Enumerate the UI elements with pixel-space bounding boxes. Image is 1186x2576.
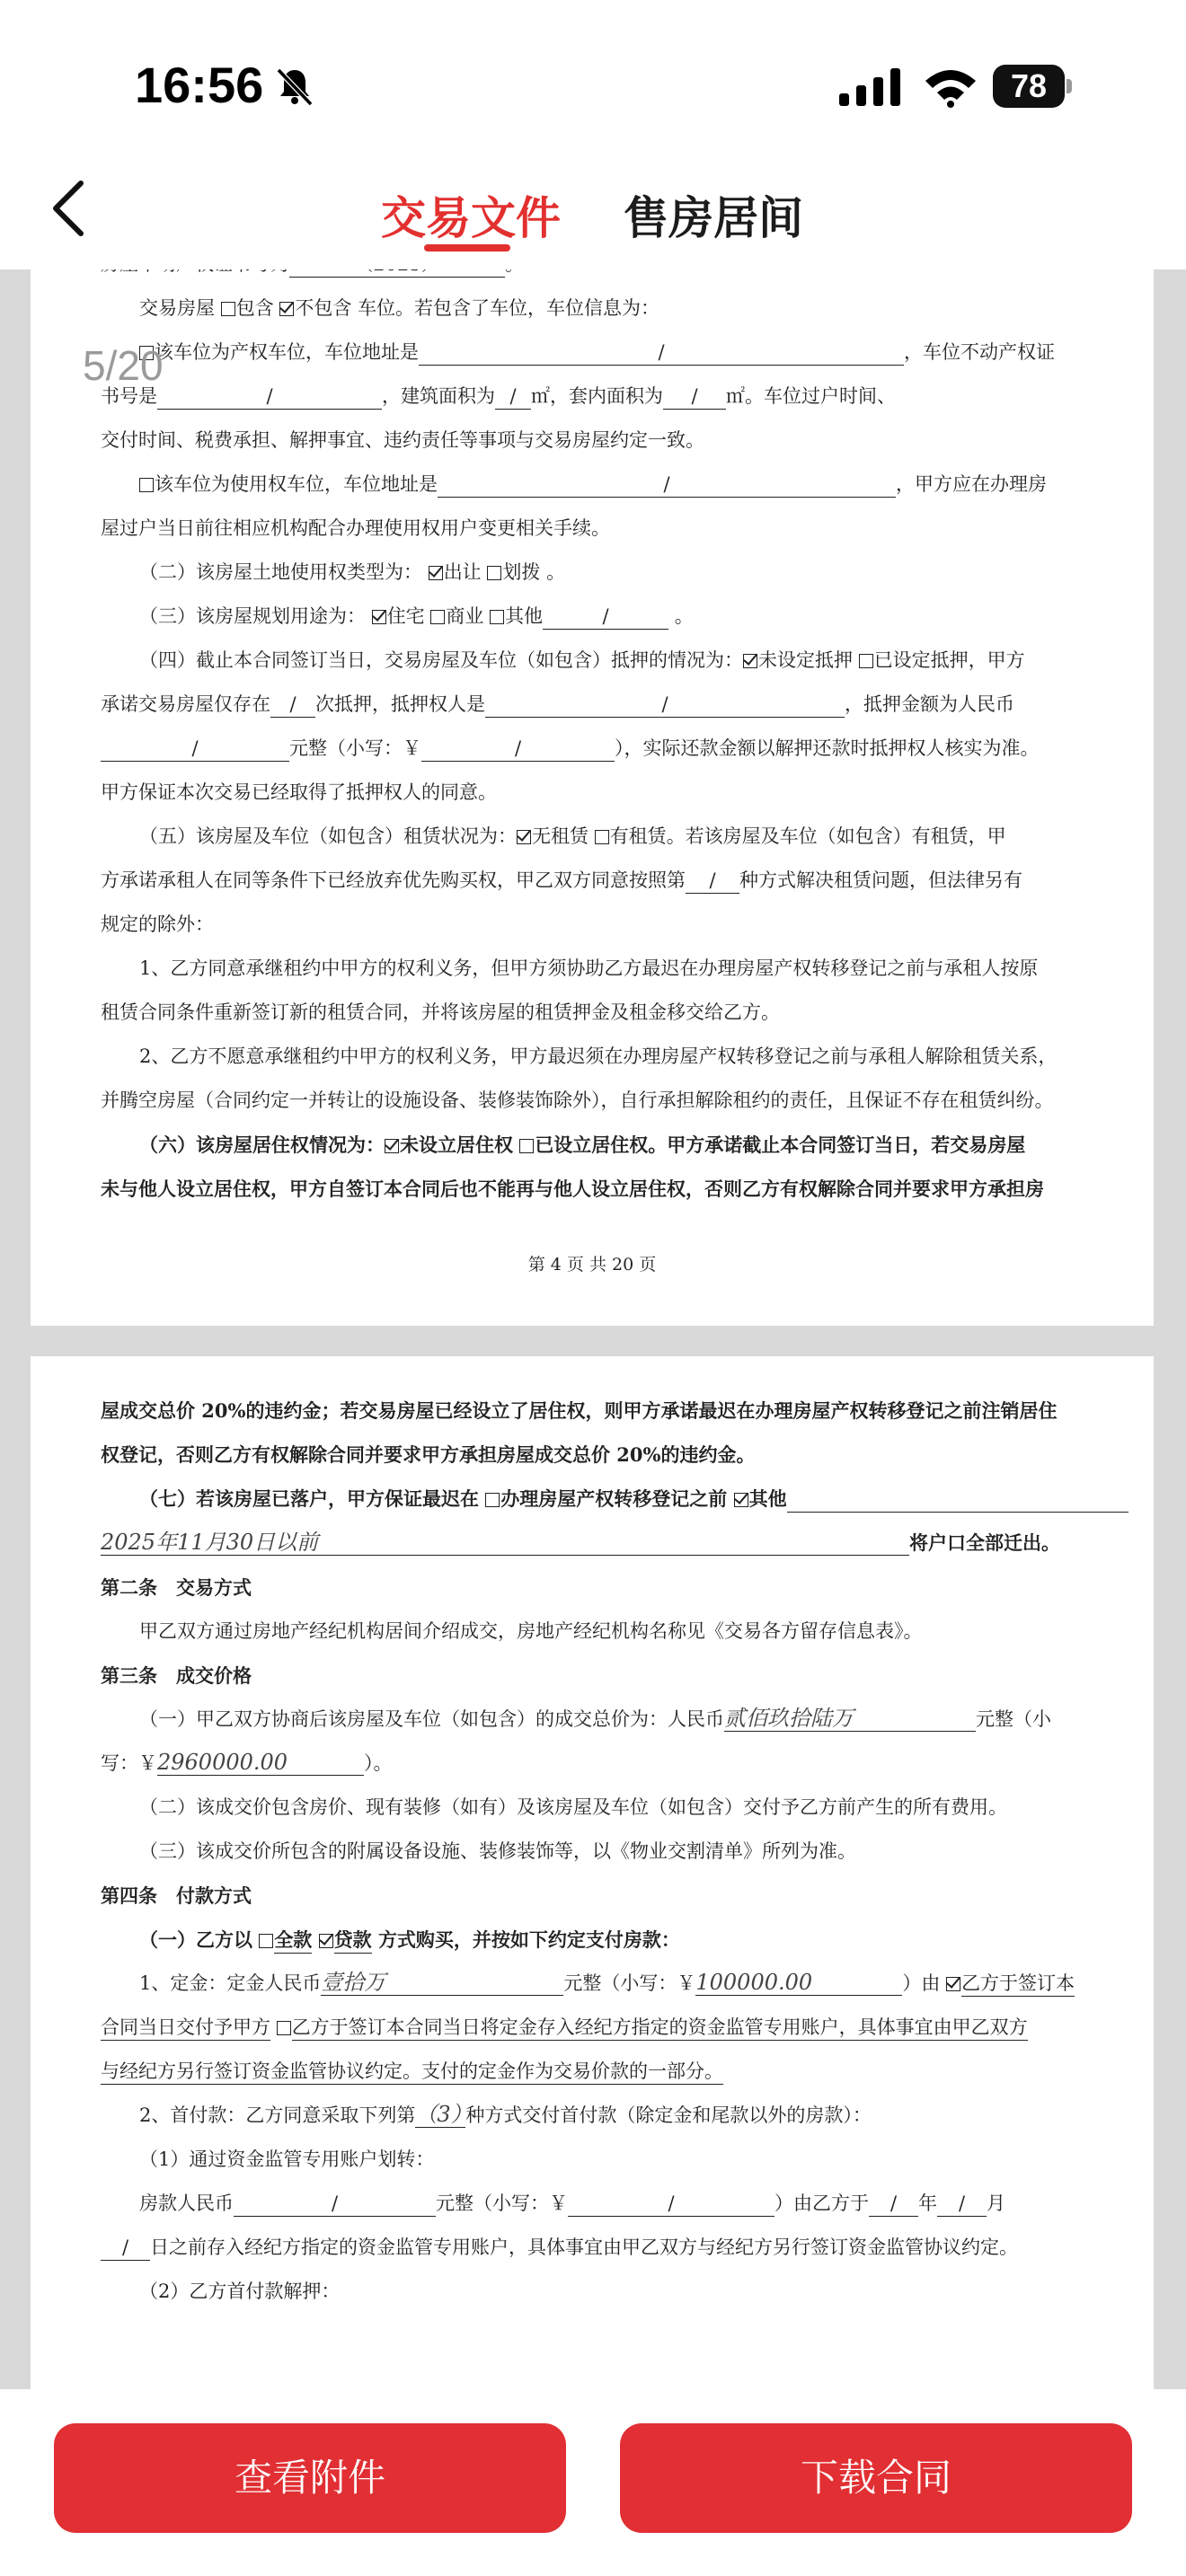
doc-line: 屋成交总价 20%的违约金；若交易房屋已经设立了居住权，则甲方承诺最迟在办理房屋产权转移登记之前注销居住 (101, 1399, 1058, 1422)
tab-sale-brokerage[interactable]: 售房居间 (624, 192, 803, 244)
page-footer: 第 4 页 共 20 页 (527, 1255, 657, 1275)
page-4-text (101, 269, 1098, 1211)
bottom-action-bar (0, 2389, 1186, 2576)
doc-line: （三）该成交价所包含的附属设备设施、装修装饰等，以《物业交割清单》所列为准。 (139, 1840, 856, 1862)
header (0, 0, 1186, 269)
checkbox-unchecked (221, 302, 235, 316)
doc-line: 1、定金：定金人民币壹拾万 元整（小写：￥100000.00 ）由 乙方于签订本 (139, 1970, 1075, 1995)
doc-line: / 元整（小写：￥ / ），实际还款金额以解押还款时抵押权人核实为准。 (101, 727, 1098, 771)
cellular-signal-icon (839, 68, 900, 106)
view-attachments-button[interactable]: 查看附件 (54, 2423, 566, 2533)
doc-line: （二）该房屋土地使用权类型为： 出让 划拨 。 (139, 561, 566, 583)
doc-line: 该车位为产权车位，车位地址是 / ，车位不动产权证 (101, 331, 1098, 375)
doc-line: 房款人民币 / 元整（小写：￥ / ）由乙方于 / 年 / 月 (101, 2182, 1098, 2226)
wifi-icon (924, 66, 978, 108)
checkbox-checked (279, 302, 294, 316)
doc-line: （2）乙方首付款解押： (139, 2280, 341, 2302)
doc-line: 书号是 / ，建筑面积为 / ㎡，套内面积为 / ㎡。车位过户时间、 (101, 375, 1098, 419)
doc-line: 未与他人设立居住权，甲方自签订本合同后也不能再与他人设立居住权，否则乙方有权解除合同并要求甲方承担房 (101, 1178, 1044, 1200)
doc-line: 写：￥2960000.00 ）。 (101, 1750, 393, 1775)
section-heading: 第三条 成交价格 (101, 1664, 252, 1687)
doc-line: 甲方保证本次交易已经取得了抵押权人的同意。 (101, 781, 497, 803)
silent-bell-icon (273, 65, 316, 108)
doc-line: 1、乙方同意承继租约中甲方的权利义务，但甲方须协助乙方最迟在办理房屋产权转移登记之前与承租人按原 (139, 957, 1039, 979)
doc-line: 交付时间、税费承担、解押事宜、违约责任等事项与交易房屋约定一致。 (101, 429, 704, 451)
doc-line: 方承诺承租人在同等条件下已经放弃优先购买权，甲乙双方同意按照第 / 种方式解决租赁问题，但法律另有 (101, 859, 1098, 903)
doc-line: （三）该房屋规划用途为： 住宅 商业 其他 / 。 (101, 595, 1098, 639)
battery-tip (1067, 79, 1072, 93)
doc-line: 2、首付款：乙方同意采取下列第（3）种方式交付首付款（除定金和尾款以外的房款）： (139, 2102, 872, 2127)
doc-line: 与经纪方另行签订资金监管协议约定。支付的定金作为交易价款的一部分。 (101, 2050, 1098, 2094)
doc-line: 甲乙双方通过房地产经纪机构居间介绍成交，房地产经纪机构名称见《交易各方留存信息表》。 (139, 1620, 923, 1642)
doc-line: 2、乙方不愿意承继租约中甲方的权利义务，甲方最迟须在办理房屋产权转移登记之前与承租人解除租赁关系， (139, 1045, 1058, 1067)
doc-line: 2025年11月30日以前 将户口全部迁出。 (101, 1530, 1060, 1555)
doc-line: （一）甲乙双方协商后该房屋及车位（如包含）的成交总价为：人民币贰佰玖拾陆万 元整（小 (139, 1706, 1051, 1731)
doc-line: 交易房屋 包含 不包含 车位。若包含了车位，车位信息为： (139, 297, 660, 319)
doc-line: 租赁合同条件重新签订新的租赁合同，并将该房屋的租赁押金及租金移交给乙方。 (101, 1001, 780, 1023)
page-counter-badge: 5/20 (83, 342, 164, 389)
doc-line: 屋过户当日前往相应机构配合办理使用权用户变更相关手续。 (101, 517, 610, 539)
status-time: 16:56 (135, 57, 264, 113)
doc-line: 权登记，否则乙方有权解除合同并要求甲方承担房屋成交总价 20%的违约金。 (101, 1443, 756, 1466)
back-chevron-icon[interactable] (47, 180, 88, 237)
download-contract-button[interactable]: 下载合同 (620, 2423, 1132, 2533)
doc-line: （六）该房屋居住权情况为： 未设立居住权 已设立居住权。甲方承诺截止本合同签订当日，若交易房屋 (139, 1134, 1026, 1156)
page-5-text (101, 1389, 1098, 2314)
doc-line: （四）截止本合同签订当日，交易房屋及车位（如包含）抵押的情况为： 未设定抵押 已设定抵押，甲方 (139, 649, 1025, 671)
section-heading: 第四条 付款方式 (101, 1884, 252, 1907)
section-heading: 第二条 交易方式 (101, 1576, 252, 1599)
doc-line: 该车位为使用权车位，车位地址是 / ，甲方应在办理房 (101, 463, 1098, 507)
tab-transaction-documents[interactable]: 交易文件 (381, 192, 561, 244)
doc-line: 规定的除外： (101, 913, 214, 935)
doc-line: （一）乙方以 全款 贷款 方式购买，并按如下约定支付房款： (101, 1918, 1098, 1962)
doc-line: 合同当日交付予甲方 乙方于签订本合同当日将定金存入经纪方指定的资金监管专用账户，具体事宜由甲乙双方 (101, 2006, 1098, 2050)
doc-line: 承诺交易房屋仅存在 / 次抵押，抵押权人是 / ，抵押金额为人民币 (101, 683, 1098, 727)
contract-page-4 (31, 269, 1154, 1326)
battery-level: 78 (993, 65, 1065, 108)
doc-line: 并腾空房屋（合同约定一并转让的设施设备、装修装饰除外），自行承担解除租约的责任，且保证不存在租赁纠纷。 (101, 1090, 1054, 1111)
doc-line: （五）该房屋及车位（如包含）租赁状况为： 无租赁 有租赁。若该房屋及车位（如包含）有租赁，甲 (139, 825, 1006, 847)
battery-indicator (993, 65, 1072, 108)
doc-line: （1）通过资金监管专用账户划转： (139, 2148, 435, 2170)
tab-active-indicator (424, 244, 510, 251)
doc-line: / 日之前存入经纪方指定的资金监管专用账户，具体事宜由甲乙双方与经纪方另行签订资金监管协议约定。 (101, 2226, 1098, 2270)
doc-line: （二）该成交价包含房价、现有装修（如有）及该房屋及车位（如包含）交付予乙方前产生的所有费用。 (139, 1796, 1007, 1818)
doc-line: （七）若该房屋已落户，甲方保证最迟在 办理房屋产权转移登记之前 其他 (101, 1477, 1098, 1521)
